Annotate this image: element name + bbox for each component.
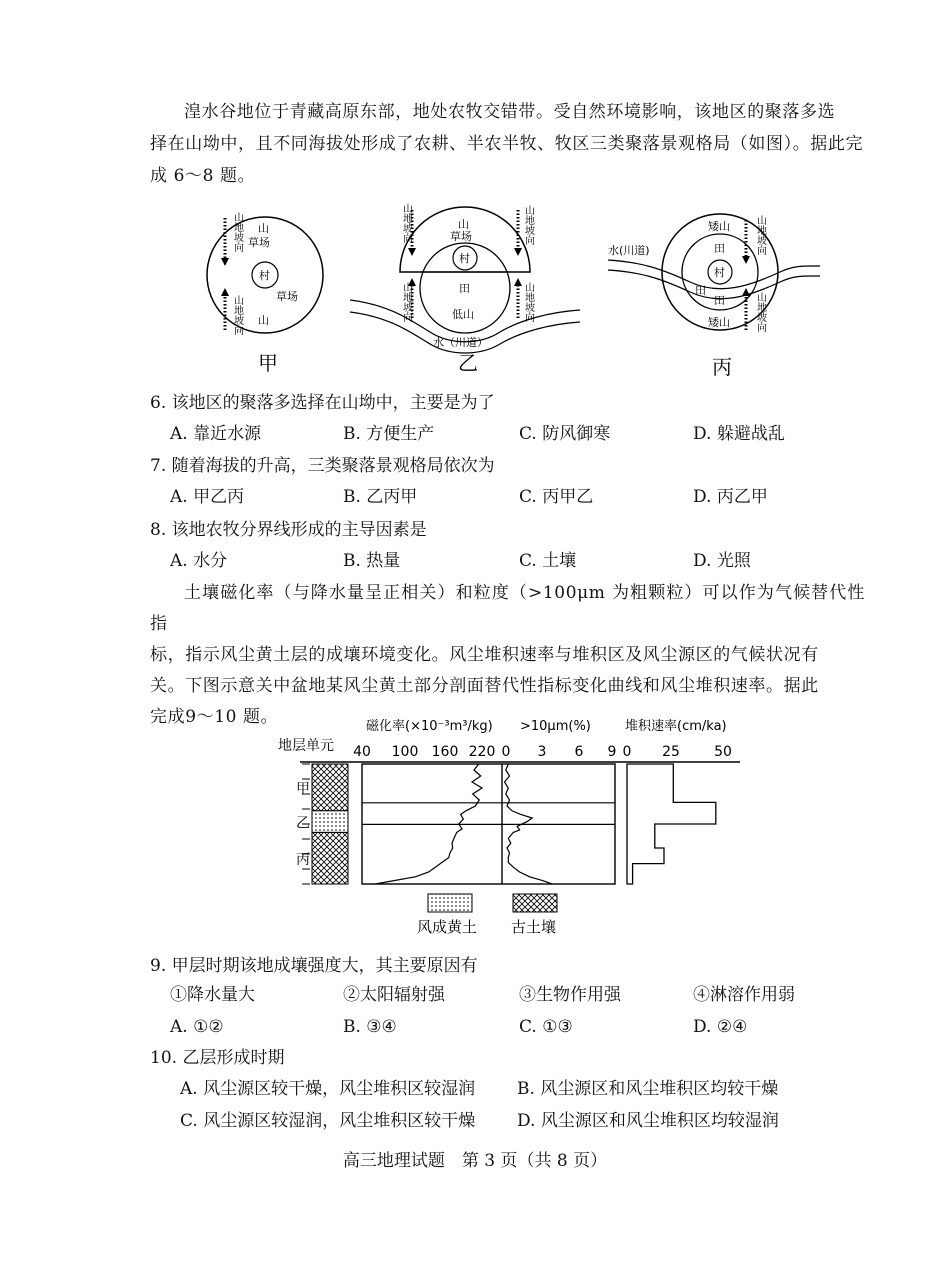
- q8-option-c: C. 土壤: [519, 551, 577, 571]
- yi-label: 乙: [458, 351, 478, 375]
- q9-option-c: C. ①③: [519, 1017, 573, 1037]
- bing-tian-3: 田: [714, 294, 725, 307]
- panel-title-grain-size: >10μm(%): [520, 719, 591, 734]
- jia-shan-1: 山: [258, 222, 269, 235]
- jia-label: 甲: [258, 351, 278, 375]
- jia-cun: 村: [259, 269, 270, 282]
- question-10-stem: 10. 乙层形成时期: [150, 1048, 285, 1068]
- q7-option-b: B. 乙丙甲: [343, 487, 418, 507]
- layer-label: 丙: [296, 852, 310, 869]
- tick-label: 25: [662, 744, 680, 760]
- tick-label: 220: [468, 744, 496, 760]
- tick-label: 9: [607, 744, 617, 760]
- q9-option-a: A. ①②: [170, 1017, 224, 1037]
- q6-option-a: A. 靠近水源: [170, 424, 262, 444]
- jia-caochang-1: 草场: [248, 236, 270, 249]
- intro2-line-1: 土壤磁化率（与降水量呈正相关）和粒度（>100μm 为粗颗粒）可以作为气候替代性指: [150, 583, 865, 634]
- q7-option-c: C. 丙甲乙: [519, 487, 594, 507]
- q9-option-d: D. ②④: [693, 1017, 748, 1037]
- tick-label: 6: [574, 744, 584, 760]
- panel-title-accumulation-rate: 堆积速率(cm/ka): [625, 719, 727, 734]
- q9-item-4: ④淋溶作用弱: [693, 985, 795, 1005]
- layer-block: [312, 764, 348, 811]
- bing-tian-1: 田: [714, 242, 725, 255]
- tick-label: 3: [537, 744, 547, 760]
- jia-shan-2: 山: [258, 314, 269, 327]
- diagram-bing: [608, 214, 820, 379]
- legend-swatch-loess: [428, 894, 472, 912]
- question-6-stem: 6. 该地区的聚落多选择在山坳中，主要是为了: [150, 393, 495, 413]
- question-9-stem: 9. 甲层时期该地成壤强度大，其主要原因有: [150, 956, 478, 976]
- legend-swatch-paleosol: [513, 894, 557, 912]
- q7-option-d: D. 丙乙甲: [693, 487, 768, 507]
- tick-label: 0: [622, 744, 632, 760]
- settlement-diagrams: [190, 200, 850, 380]
- q6-option-b: B. 方便生产: [343, 424, 435, 444]
- intro1-line-1: 湟水谷地位于青藏高原东部，地处农牧交错带。受自然环境影响，该地区的聚落多选: [184, 102, 836, 122]
- q10-option-b: B. 风尘源区和风尘堆积区均较干燥: [517, 1079, 779, 1099]
- q6-option-d: D. 躲避战乱: [693, 424, 785, 444]
- q8-option-a: A. 水分: [170, 551, 228, 571]
- legend-label-loess: 风成黄土: [417, 918, 478, 936]
- tick-label: 40: [353, 744, 371, 760]
- layer-label: 乙: [296, 815, 310, 832]
- tick-label: 160: [431, 744, 459, 760]
- q9-item-3: ③生物作用强: [519, 985, 621, 1005]
- yi-shan: 山: [458, 218, 469, 231]
- q8-option-b: B. 热量: [343, 551, 401, 571]
- tick-label: 100: [391, 744, 419, 760]
- q10-option-d: D. 风尘源区和风尘堆积区均较湿润: [517, 1111, 779, 1131]
- question-8-stem: 8. 该地农牧分界线形成的主导因素是: [150, 520, 427, 540]
- jia-caochang-2: 草场: [276, 290, 298, 303]
- bing-aishan-2: 矮山: [708, 316, 730, 329]
- q10-option-a: A. 风尘源区较干燥，风尘堆积区较湿润: [180, 1079, 476, 1099]
- bing-slope-bottom: 山地坡向: [754, 292, 766, 332]
- bing-water: 水(川道): [608, 244, 650, 257]
- intro-paragraph-2: [150, 578, 865, 733]
- page-footer: 高三地理试题 第 3 页（共 8 页）: [342, 1151, 608, 1171]
- bing-label: 丙: [712, 355, 732, 379]
- question-7-stem: 7. 随着海拔的升高，三类聚落景观格局依次为: [150, 456, 495, 476]
- intro1-line-3: 成 6～8 题。: [150, 166, 256, 186]
- yi-tian: 田: [459, 282, 470, 295]
- jia-slope-bottom: 山地坡向: [231, 295, 243, 335]
- intro2-line-4: 完成9～10 题。: [150, 707, 279, 727]
- ylabel-stratigraphic-unit: 地层单元: [278, 738, 334, 754]
- yi-caochang: 草场: [450, 230, 472, 243]
- diagram-yi: [350, 202, 580, 375]
- q6-option-c: C. 防风御寒: [519, 424, 611, 444]
- bing-tian-2: 田: [695, 284, 706, 297]
- legend-label-paleosol: 古土壤: [511, 918, 557, 936]
- yi-water: 水（川道）: [433, 336, 488, 349]
- q8-option-d: D. 光照: [693, 551, 751, 571]
- yi-slope-3: 山地坡向: [400, 282, 412, 322]
- layer-label: 甲: [296, 781, 310, 798]
- jia-slope-top: 山地坡向: [231, 212, 243, 252]
- bing-aishan-1: 矮山: [708, 220, 730, 233]
- yi-slope-4: 山地坡向: [522, 282, 534, 322]
- bing-slope-top: 山地坡向: [754, 215, 766, 255]
- yi-cun: 村: [459, 252, 470, 265]
- q7-option-a: A. 甲乙丙: [170, 487, 245, 507]
- layer-block: [312, 811, 348, 833]
- q9-option-b: B. ③④: [343, 1017, 397, 1037]
- intro2-line-2: 标，指示风尘黄土层的成壤环境变化。风尘堆积速率与堆积区及风尘源区的气候状况有: [150, 645, 819, 665]
- bing-cun: 村: [714, 266, 725, 279]
- intro1-line-2: 择在山坳中，且不同海拔处形成了农耕、半农半牧、牧区三类聚落景观格局（如图）。据此完: [150, 134, 864, 154]
- diagram-jia: [207, 211, 323, 375]
- yi-dishan: 低山: [452, 308, 474, 321]
- q9-item-2: ②太阳辐射强: [343, 985, 445, 1005]
- loess-profile-chart: [270, 712, 750, 942]
- yi-slope-2: 山地坡向: [522, 205, 534, 245]
- tick-label: 0: [501, 744, 511, 760]
- intro2-line-3: 关。下图示意关中盆地某风尘黄土部分剖面替代性指标变化曲线和风尘堆积速率。据此: [150, 676, 819, 696]
- panel-title-susceptibility: 磁化率(×10⁻³m³/kg): [366, 719, 493, 734]
- yi-slope-1: 山地坡向: [400, 203, 412, 243]
- tick-label: 50: [714, 744, 732, 760]
- q9-item-1: ①降水量大: [170, 985, 255, 1005]
- intro-paragraph-1: [150, 96, 865, 192]
- layer-block: [312, 832, 348, 884]
- accumulation-rate-bars: [627, 764, 716, 884]
- q10-option-c: C. 风尘源区较湿润，风尘堆积区较干燥: [180, 1111, 476, 1131]
